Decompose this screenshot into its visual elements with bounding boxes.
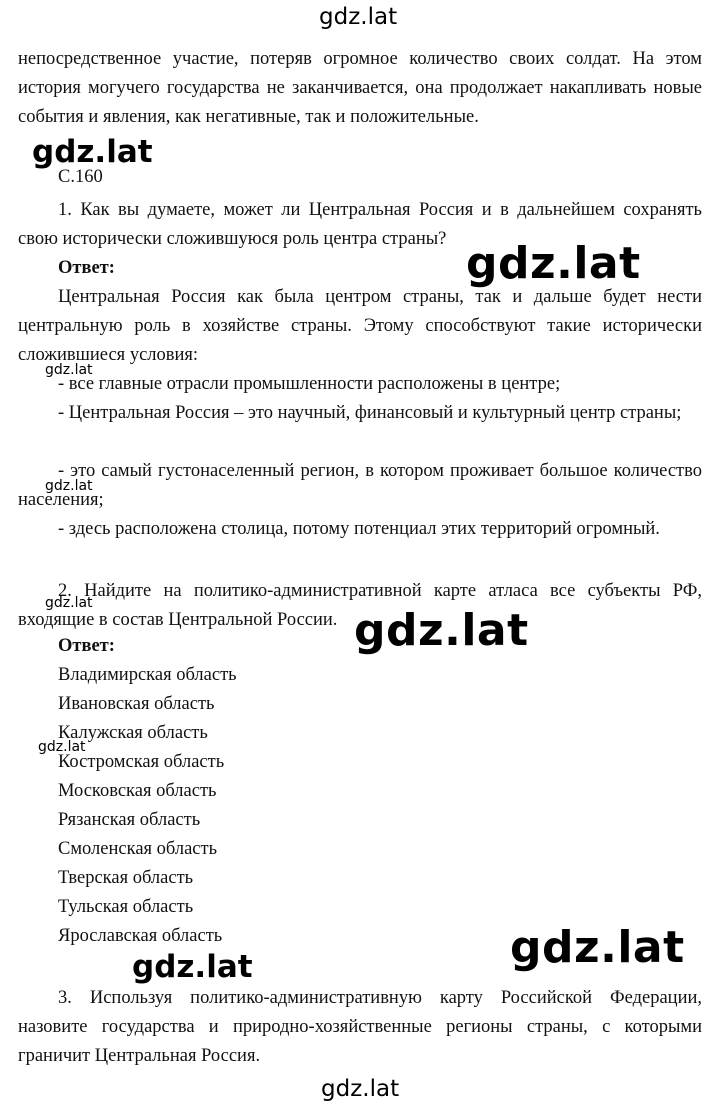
answer-2-label: Ответ: (58, 636, 115, 656)
answer-1-bullet: - Центральная Россия – это научный, финансовый и культурный центр страны; (58, 403, 682, 423)
watermark: gdz.lat (321, 1076, 400, 1102)
region-list-item: Тульская область (58, 897, 194, 917)
watermark: gdz.lat (354, 605, 529, 656)
question-1: 1. Как вы думаете, может ли Центральная Россия и в дальнейшем сохранять свою исторически сложившуюся роль центра страны? (18, 200, 702, 249)
watermark: gdz.lat (319, 4, 398, 30)
question-3: 3. Используя политико-административную карту Российской Федерации, назовите государства и природно-хозяйственные регионы страны, с которыми граничит Центральная Россия. (18, 988, 702, 1066)
region-list-item: Рязанская область (58, 810, 201, 830)
intro-paragraph: непосредственное участие, потеряв огромное количество своих солдат. На этом история могучего государства не заканчивается, она продолжает накапливать новые события и явления, как негативные, так и положительные. (18, 49, 702, 127)
question-2: 2. Найдите на политико-административной карте атласа все субъекты РФ, входящие в состав Центральной России. (18, 581, 702, 630)
answer-1-bullet: - все главные отрасли промышленности расположены в центре; (58, 374, 561, 394)
page-reference: С.160 (58, 167, 103, 187)
watermark: gdz.lat (132, 949, 253, 985)
answer-1-bullet: - это самый густонаселенный регион, в котором проживает большое количество населения; (18, 461, 702, 510)
watermark: gdz.lat (38, 739, 86, 755)
region-list-item: Смоленская область (58, 839, 218, 859)
watermark: gdz.lat (45, 595, 93, 611)
region-list-item: Ивановская область (58, 694, 215, 714)
region-list-item: Ярославская область (58, 926, 223, 946)
answer-1-bullet: - здесь расположена столица, потому потенциал этих территорий огромный. (58, 519, 660, 539)
answer-1-label: Ответ: (58, 258, 115, 278)
region-list-item: Московская область (58, 781, 217, 801)
watermark: gdz.lat (45, 478, 93, 494)
region-list-item: Калужская область (58, 723, 208, 743)
region-list-item: Тверская область (58, 868, 194, 888)
watermark: gdz.lat (510, 922, 685, 973)
region-list-item: Владимирская область (58, 665, 237, 685)
region-list-item: Костромская область (58, 752, 225, 772)
watermark: gdz.lat (45, 362, 93, 378)
answer-1-text: Центральная Россия как была центром страны, так и дальше будет нести центральную роль в хозяйстве страны. Этому способствуют такие исторически сложившиеся условия: (18, 287, 702, 365)
watermark: gdz.lat (466, 238, 641, 289)
watermark: gdz.lat (32, 134, 153, 170)
